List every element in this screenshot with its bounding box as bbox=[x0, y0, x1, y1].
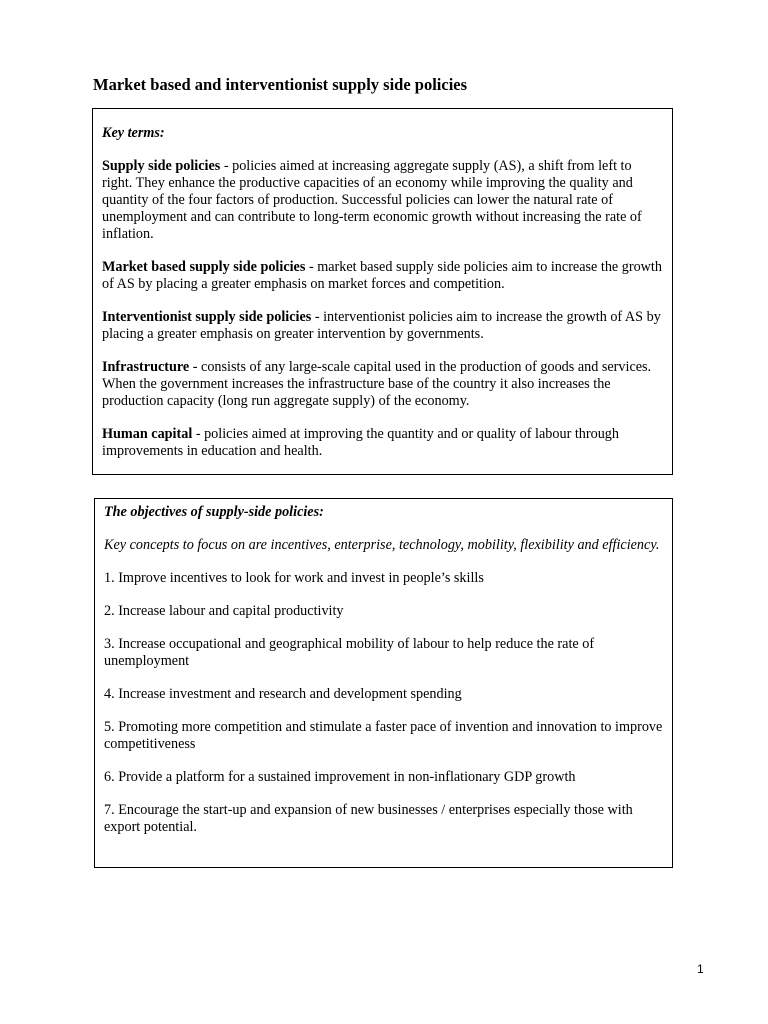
key-term-item bbox=[102, 158, 663, 243]
objectives-intro: Key concepts to focus on are incentives, enterprise, technology, mobility, flexibility and efficiency. bbox=[104, 537, 660, 553]
key-term-name: Interventionist supply side policies bbox=[102, 309, 312, 325]
objective-item: 5. Promoting more competition and stimulate a faster pace of invention and innovation to improve competitiveness bbox=[104, 719, 663, 752]
key-terms-heading: Key terms: bbox=[102, 125, 165, 141]
page-number: 1 bbox=[697, 962, 704, 976]
key-term-item bbox=[102, 426, 663, 460]
key-term-definition: - consists of any large-scale capital used in the production of goods and services. When the government increases the infrastructure base of the country it also increases the production capacity (long run aggregate supply) of the economy. bbox=[102, 359, 652, 409]
key-term-item bbox=[102, 309, 663, 343]
key-term-item bbox=[102, 359, 663, 410]
objective-item: 4. Increase investment and research and development spending bbox=[104, 686, 462, 702]
key-term-definition: - market based supply side policies aim to increase the growth of AS by placing a greater emphasis on market forces and competition. bbox=[102, 259, 662, 292]
objective-item: 1. Improve incentives to look for work and invest in people’s skills bbox=[104, 570, 484, 586]
key-term-name: Infrastructure bbox=[102, 359, 190, 375]
objectives-heading: The objectives of supply-side policies: bbox=[104, 504, 324, 520]
key-term-name: Human capital bbox=[102, 426, 193, 442]
key-term-name: Supply side policies bbox=[102, 158, 221, 174]
key-term-item bbox=[102, 259, 663, 293]
page-title: Market based and interventionist supply side policies bbox=[93, 75, 468, 94]
key-term-name: Market based supply side policies bbox=[102, 259, 306, 275]
key-term-definition: - policies aimed at improving the quantity and or quality of labour through improvements in education and health. bbox=[102, 426, 619, 459]
objective-item: 6. Provide a platform for a sustained improvement in non-inflationary GDP growth bbox=[104, 769, 576, 785]
objectives-box bbox=[94, 498, 673, 868]
objective-item: 7. Encourage the start-up and expansion of new businesses / enterprises especially those with export potential. bbox=[104, 802, 633, 835]
key-term-definition: - interventionist policies aim to increase the growth of AS by placing a greater emphasis on greater intervention by governments. bbox=[102, 309, 661, 342]
objective-item: 2. Increase labour and capital productivity bbox=[104, 603, 344, 619]
objective-item: 3. Increase occupational and geographical mobility of labour to help reduce the rate of unemployment bbox=[104, 636, 595, 669]
key-term-definition: - policies aimed at increasing aggregate supply (AS), a shift from left to right. They enhance the productive capacities of an economy while improving the quality and quantity of the four factors of production. Successful policies can lower the natural rate of unemployment and can contribute to long-term economic growth without increasing the rate of inflation. bbox=[102, 158, 642, 242]
key-terms-box bbox=[92, 108, 673, 475]
